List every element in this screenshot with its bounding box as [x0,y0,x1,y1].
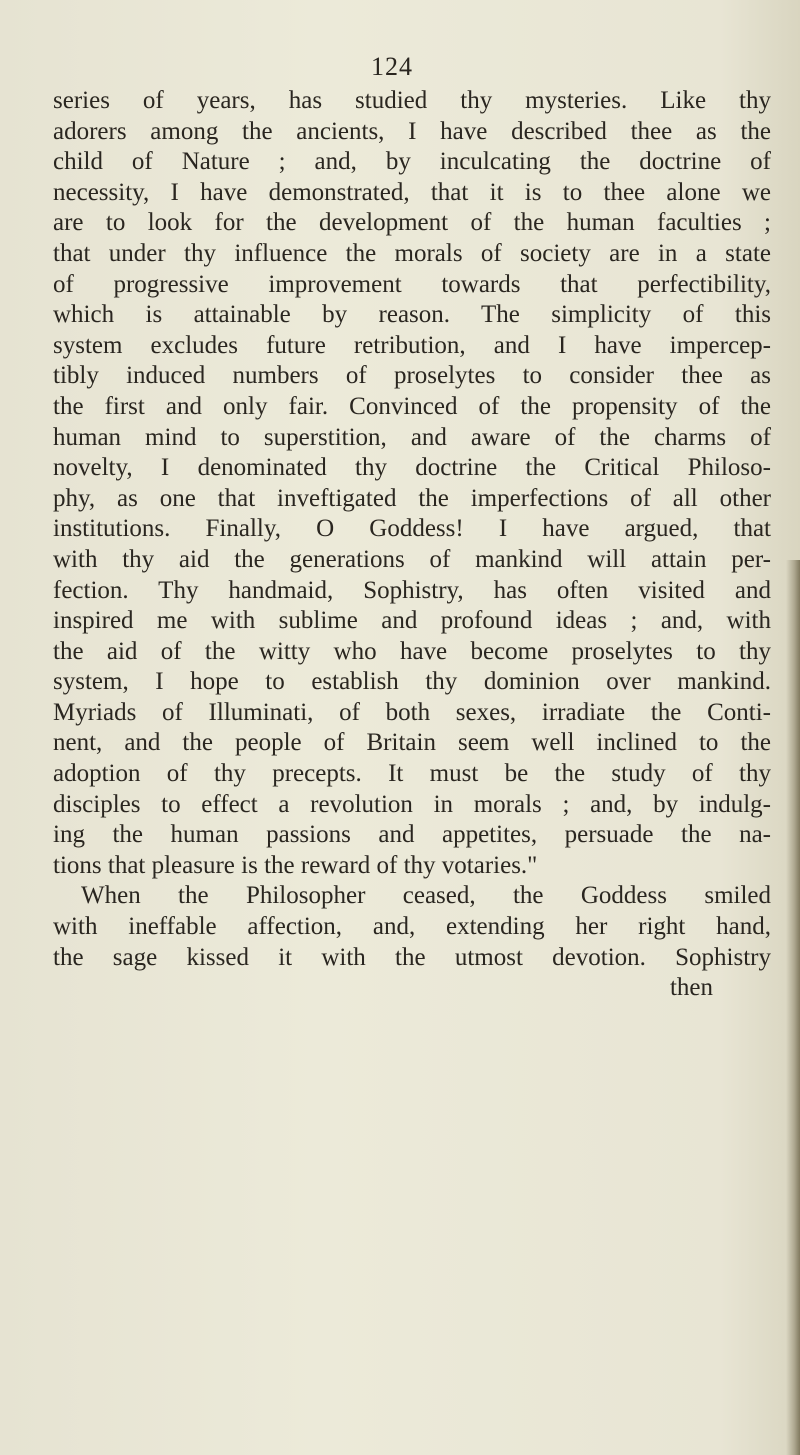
text-line: tions that pleasure is the reward of thy votaries." [53,851,538,879]
text-line: with ineffable affection, and, extending her right hand, [53,913,771,941]
text-line: of progressive improvement towards that perfectibility, [53,270,771,298]
text-line: inspired me with sublime and profound ideas ; and, with [53,607,771,635]
text-line: adoption of thy precepts. It must be the study of thy [53,760,771,788]
text-line: disciples to effect a revolution in morals ; and, by indulg- [53,790,771,818]
text-line: phy, as one that inveftigated the imperfections of all other [53,484,771,512]
text-line: system, I hope to establish thy dominion over mankind. [53,668,771,696]
text-line: with thy aid the generations of mankind will attain per- [53,545,771,573]
text-line: fection. Thy handmaid, Sophistry, has often visited and [53,576,771,604]
page-edge-shadow [786,560,800,1455]
text-line: which is attainable by reason. The simplicity of this [53,301,771,329]
text-line: When the Philosopher ceased, the Goddess smiled [81,882,771,910]
text-line: Myriads of Illuminati, of both sexes, irradiate the Conti- [53,698,771,726]
text-line: adorers among the ancients, I have described thee as the [53,117,771,145]
catchword: then [669,974,713,1002]
text-line: series of years, has studied thy mysteries. Like thy [53,87,771,114]
text-line: that under thy influence the morals of society are in a state [53,239,771,267]
text-line: novelty, I denominated thy doctrine the Critical Philoso- [53,454,771,482]
text-line: system excludes future retribution, and I have impercep- [53,331,771,359]
page-number: 124 [371,52,413,81]
text-line: necessity, I have demonstrated, that it is to thee alone we [53,178,771,206]
text-line: ing the human passions and appetites, persuade the na- [53,821,771,849]
text-line: institutions. Finally, O Goddess! I have argued, that [53,515,771,543]
text-line: the first and only fair. Convinced of the propensity of the [53,392,771,420]
text-line: the aid of the witty who have become proselytes to thy [53,637,771,665]
text-line: nent, and the people of Britain seem well inclined to the [53,729,771,757]
text-line: child of Nature ; and, by inculcating the doctrine of [53,148,771,176]
text-line: are to look for the development of the human faculties ; [53,209,771,237]
text-line: tibly induced numbers of proselytes to consider thee as [53,362,771,390]
body-text [53,86,771,1004]
text-line: the sage kissed it with the utmost devotion. Sophistry [53,943,771,971]
text-line: human mind to superstition, and aware of the charms of [53,423,771,451]
